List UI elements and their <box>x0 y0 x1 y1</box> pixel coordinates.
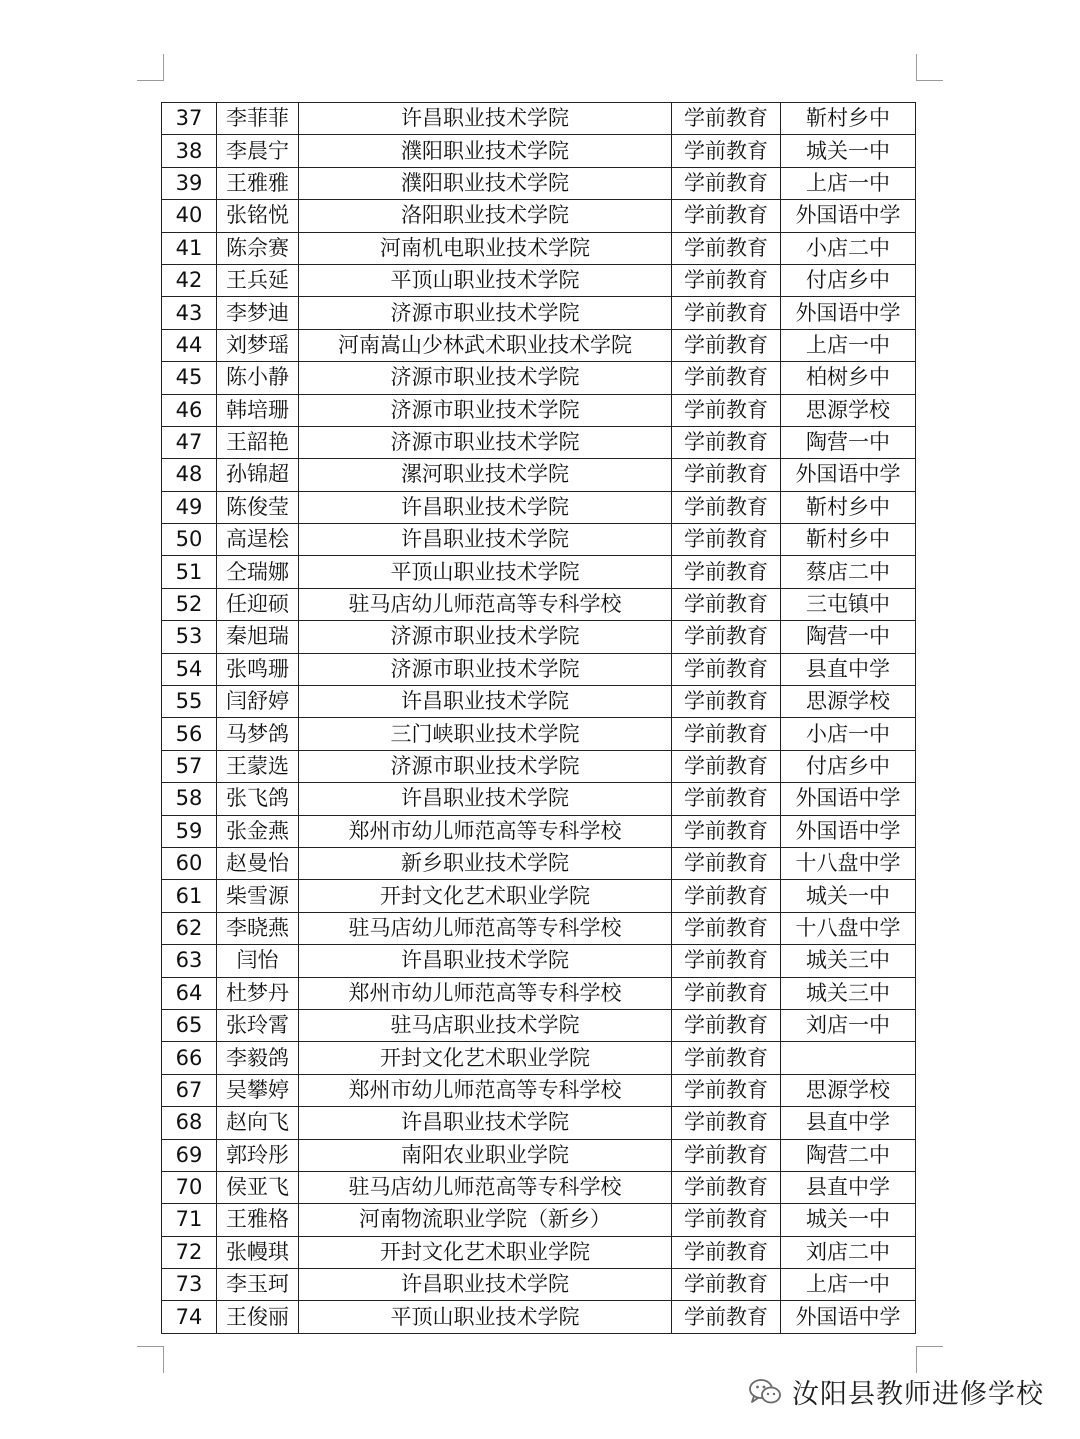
placement-school-cell: 上店一中 <box>781 1269 916 1301</box>
table-row <box>162 491 916 523</box>
placement-school-cell: 外国语中学 <box>781 1301 916 1333</box>
row-number-cell: 61 <box>162 880 217 912</box>
teacher-name-cell: 王蒙选 <box>217 750 299 782</box>
row-number-cell: 71 <box>162 1204 217 1236</box>
graduate-school-cell: 济源市职业技术学院 <box>299 394 672 426</box>
teacher-roster-table <box>161 102 916 1334</box>
placement-school-cell: 蔡店二中 <box>781 556 916 588</box>
graduate-school-cell: 河南嵩山少林武术职业技术学院 <box>299 329 672 361</box>
graduate-school-cell: 洛阳职业技术学院 <box>299 200 672 232</box>
page-corner-mark-bottom-left <box>137 1346 164 1373</box>
teacher-name-cell: 张铭悦 <box>217 200 299 232</box>
row-number-cell: 58 <box>162 783 217 815</box>
graduate-school-cell: 平顶山职业技术学院 <box>299 264 672 296</box>
table-row <box>162 1204 916 1236</box>
major-cell: 学前教育 <box>672 1042 781 1074</box>
placement-school-cell: 思源学校 <box>781 394 916 426</box>
table-row <box>162 783 916 815</box>
major-cell: 学前教育 <box>672 1171 781 1203</box>
graduate-school-cell: 许昌职业技术学院 <box>299 1107 672 1139</box>
major-cell: 学前教育 <box>672 232 781 264</box>
table-row <box>162 556 916 588</box>
graduate-school-cell: 郑州市幼儿师范高等专科学校 <box>299 815 672 847</box>
placement-school-cell: 城关一中 <box>781 880 916 912</box>
major-cell: 学前教育 <box>672 103 781 135</box>
graduate-school-cell: 三门峡职业技术学院 <box>299 718 672 750</box>
placement-school-cell: 城关一中 <box>781 1204 916 1236</box>
row-number-cell: 74 <box>162 1301 217 1333</box>
graduate-school-cell: 济源市职业技术学院 <box>299 426 672 458</box>
row-number-cell: 42 <box>162 264 217 296</box>
placement-school-cell: 县直中学 <box>781 1107 916 1139</box>
major-cell: 学前教育 <box>672 621 781 653</box>
table-row <box>162 426 916 458</box>
teacher-name-cell: 闫怡 <box>217 945 299 977</box>
teacher-name-cell: 张飞鸽 <box>217 783 299 815</box>
teacher-name-cell: 陈俊莹 <box>217 491 299 523</box>
placement-school-cell: 十八盘中学 <box>781 847 916 879</box>
row-number-cell: 50 <box>162 524 217 556</box>
teacher-name-cell: 任迎硕 <box>217 588 299 620</box>
teacher-name-cell: 王韶艳 <box>217 426 299 458</box>
placement-school-cell: 陶营二中 <box>781 1139 916 1171</box>
table-row <box>162 847 916 879</box>
graduate-school-cell: 濮阳职业技术学院 <box>299 135 672 167</box>
teacher-name-cell: 柴雪源 <box>217 880 299 912</box>
major-cell: 学前教育 <box>672 1204 781 1236</box>
teacher-name-cell: 王俊丽 <box>217 1301 299 1333</box>
page-corner-mark-top-left <box>137 54 164 81</box>
page-corner-mark-bottom-right <box>916 1346 943 1373</box>
placement-school-cell: 县直中学 <box>781 653 916 685</box>
placement-school-cell: 付店乡中 <box>781 264 916 296</box>
table-row <box>162 912 916 944</box>
table-row <box>162 394 916 426</box>
watermark-text: 汝阳县教师进修学校 <box>792 1379 1044 1410</box>
table-row <box>162 167 916 199</box>
placement-school-cell: 县直中学 <box>781 1171 916 1203</box>
graduate-school-cell: 许昌职业技术学院 <box>299 491 672 523</box>
graduate-school-cell: 驻马店幼儿师范高等专科学校 <box>299 912 672 944</box>
table-row <box>162 264 916 296</box>
table-row <box>162 977 916 1009</box>
table-row <box>162 103 916 135</box>
graduate-school-cell: 许昌职业技术学院 <box>299 524 672 556</box>
major-cell: 学前教育 <box>672 1269 781 1301</box>
row-number-cell: 44 <box>162 329 217 361</box>
row-number-cell: 73 <box>162 1269 217 1301</box>
major-cell: 学前教育 <box>672 1236 781 1268</box>
table-row <box>162 329 916 361</box>
graduate-school-cell: 许昌职业技术学院 <box>299 103 672 135</box>
teacher-name-cell: 王雅格 <box>217 1204 299 1236</box>
teacher-name-cell: 李梦迪 <box>217 297 299 329</box>
placement-school-cell: 外国语中学 <box>781 200 916 232</box>
row-number-cell: 55 <box>162 686 217 718</box>
row-number-cell: 68 <box>162 1107 217 1139</box>
major-cell: 学前教育 <box>672 945 781 977</box>
row-number-cell: 56 <box>162 718 217 750</box>
graduate-school-cell: 许昌职业技术学院 <box>299 945 672 977</box>
teacher-name-cell: 刘梦瑶 <box>217 329 299 361</box>
row-number-cell: 66 <box>162 1042 217 1074</box>
teacher-name-cell: 高逞桧 <box>217 524 299 556</box>
table-row <box>162 750 916 782</box>
table-row <box>162 200 916 232</box>
placement-school-cell: 付店乡中 <box>781 750 916 782</box>
row-number-cell: 48 <box>162 459 217 491</box>
placement-school-cell: 外国语中学 <box>781 815 916 847</box>
row-number-cell: 57 <box>162 750 217 782</box>
row-number-cell: 40 <box>162 200 217 232</box>
teacher-name-cell: 郭玲彤 <box>217 1139 299 1171</box>
major-cell: 学前教育 <box>672 912 781 944</box>
major-cell: 学前教育 <box>672 1074 781 1106</box>
placement-school-cell <box>781 1042 916 1074</box>
teacher-name-cell: 张玲霄 <box>217 1009 299 1041</box>
placement-school-cell: 陶营一中 <box>781 621 916 653</box>
graduate-school-cell: 郑州市幼儿师范高等专科学校 <box>299 977 672 1009</box>
table-row <box>162 815 916 847</box>
placement-school-cell: 外国语中学 <box>781 297 916 329</box>
placement-school-cell: 上店一中 <box>781 167 916 199</box>
row-number-cell: 69 <box>162 1139 217 1171</box>
wechat-icon <box>748 1377 782 1407</box>
row-number-cell: 62 <box>162 912 217 944</box>
graduate-school-cell: 驻马店幼儿师范高等专科学校 <box>299 1171 672 1203</box>
major-cell: 学前教育 <box>672 750 781 782</box>
table-row <box>162 1236 916 1268</box>
teacher-name-cell: 李晨宁 <box>217 135 299 167</box>
teacher-name-cell: 吴攀婷 <box>217 1074 299 1106</box>
teacher-name-cell: 李毅鸽 <box>217 1042 299 1074</box>
row-number-cell: 64 <box>162 977 217 1009</box>
placement-school-cell: 靳村乡中 <box>781 103 916 135</box>
row-number-cell: 49 <box>162 491 217 523</box>
graduate-school-cell: 济源市职业技术学院 <box>299 297 672 329</box>
table-row <box>162 880 916 912</box>
teacher-name-cell: 陈佘赛 <box>217 232 299 264</box>
placement-school-cell: 思源学校 <box>781 686 916 718</box>
major-cell: 学前教育 <box>672 297 781 329</box>
table-row <box>162 621 916 653</box>
major-cell: 学前教育 <box>672 1139 781 1171</box>
row-number-cell: 41 <box>162 232 217 264</box>
major-cell: 学前教育 <box>672 1009 781 1041</box>
table-row <box>162 653 916 685</box>
row-number-cell: 39 <box>162 167 217 199</box>
row-number-cell: 60 <box>162 847 217 879</box>
row-number-cell: 67 <box>162 1074 217 1106</box>
major-cell: 学前教育 <box>672 362 781 394</box>
table-row <box>162 1107 916 1139</box>
row-number-cell: 52 <box>162 588 217 620</box>
teacher-name-cell: 王雅雅 <box>217 167 299 199</box>
major-cell: 学前教育 <box>672 1107 781 1139</box>
teacher-name-cell: 秦旭瑞 <box>217 621 299 653</box>
major-cell: 学前教育 <box>672 135 781 167</box>
graduate-school-cell: 驻马店职业技术学院 <box>299 1009 672 1041</box>
major-cell: 学前教育 <box>672 880 781 912</box>
graduate-school-cell: 济源市职业技术学院 <box>299 621 672 653</box>
major-cell: 学前教育 <box>672 815 781 847</box>
graduate-school-cell: 驻马店幼儿师范高等专科学校 <box>299 588 672 620</box>
table-row <box>162 686 916 718</box>
row-number-cell: 72 <box>162 1236 217 1268</box>
graduate-school-cell: 许昌职业技术学院 <box>299 783 672 815</box>
placement-school-cell: 刘店二中 <box>781 1236 916 1268</box>
placement-school-cell: 十八盘中学 <box>781 912 916 944</box>
table-row <box>162 524 916 556</box>
graduate-school-cell: 济源市职业技术学院 <box>299 750 672 782</box>
table-row <box>162 718 916 750</box>
teacher-name-cell: 王兵延 <box>217 264 299 296</box>
table-row <box>162 945 916 977</box>
teacher-name-cell: 杜梦丹 <box>217 977 299 1009</box>
graduate-school-cell: 南阳农业职业学院 <box>299 1139 672 1171</box>
row-number-cell: 59 <box>162 815 217 847</box>
graduate-school-cell: 濮阳职业技术学院 <box>299 167 672 199</box>
table-row <box>162 1042 916 1074</box>
graduate-school-cell: 开封文化艺术职业学院 <box>299 1236 672 1268</box>
major-cell: 学前教育 <box>672 394 781 426</box>
table-row <box>162 297 916 329</box>
placement-school-cell: 城关三中 <box>781 977 916 1009</box>
major-cell: 学前教育 <box>672 264 781 296</box>
table-row <box>162 1301 916 1333</box>
placement-school-cell: 城关一中 <box>781 135 916 167</box>
teacher-name-cell: 马梦鸽 <box>217 718 299 750</box>
placement-school-cell: 三屯镇中 <box>781 588 916 620</box>
teacher-name-cell: 张鸣珊 <box>217 653 299 685</box>
row-number-cell: 38 <box>162 135 217 167</box>
graduate-school-cell: 许昌职业技术学院 <box>299 686 672 718</box>
row-number-cell: 63 <box>162 945 217 977</box>
graduate-school-cell: 平顶山职业技术学院 <box>299 556 672 588</box>
placement-school-cell: 陶营一中 <box>781 426 916 458</box>
graduate-school-cell: 河南机电职业技术学院 <box>299 232 672 264</box>
teacher-name-cell: 陈小静 <box>217 362 299 394</box>
account-watermark <box>748 1372 1044 1411</box>
table-row <box>162 1074 916 1106</box>
table-row <box>162 1269 916 1301</box>
major-cell: 学前教育 <box>672 783 781 815</box>
row-number-cell: 54 <box>162 653 217 685</box>
major-cell: 学前教育 <box>672 847 781 879</box>
placement-school-cell: 思源学校 <box>781 1074 916 1106</box>
teacher-name-cell: 赵向飞 <box>217 1107 299 1139</box>
row-number-cell: 70 <box>162 1171 217 1203</box>
major-cell: 学前教育 <box>672 167 781 199</box>
table-row <box>162 1139 916 1171</box>
row-number-cell: 45 <box>162 362 217 394</box>
row-number-cell: 65 <box>162 1009 217 1041</box>
major-cell: 学前教育 <box>672 459 781 491</box>
major-cell: 学前教育 <box>672 718 781 750</box>
teacher-name-cell: 韩培珊 <box>217 394 299 426</box>
teacher-name-cell: 闫舒婷 <box>217 686 299 718</box>
row-number-cell: 43 <box>162 297 217 329</box>
teacher-name-cell: 仝瑞娜 <box>217 556 299 588</box>
row-number-cell: 51 <box>162 556 217 588</box>
major-cell: 学前教育 <box>672 426 781 458</box>
graduate-school-cell: 漯河职业技术学院 <box>299 459 672 491</box>
teacher-name-cell: 李菲菲 <box>217 103 299 135</box>
placement-school-cell: 靳村乡中 <box>781 491 916 523</box>
page-corner-mark-top-right <box>916 54 943 81</box>
placement-school-cell: 小店一中 <box>781 718 916 750</box>
teacher-name-cell: 张金燕 <box>217 815 299 847</box>
graduate-school-cell: 开封文化艺术职业学院 <box>299 880 672 912</box>
major-cell: 学前教育 <box>672 653 781 685</box>
table-row <box>162 232 916 264</box>
placement-school-cell: 上店一中 <box>781 329 916 361</box>
placement-school-cell: 刘店一中 <box>781 1009 916 1041</box>
teacher-name-cell: 孙锦超 <box>217 459 299 491</box>
table-row <box>162 459 916 491</box>
table-row <box>162 1009 916 1041</box>
teacher-name-cell: 张幔琪 <box>217 1236 299 1268</box>
major-cell: 学前教育 <box>672 686 781 718</box>
table-row <box>162 135 916 167</box>
graduate-school-cell: 济源市职业技术学院 <box>299 362 672 394</box>
placement-school-cell: 小店二中 <box>781 232 916 264</box>
major-cell: 学前教育 <box>672 491 781 523</box>
graduate-school-cell: 郑州市幼儿师范高等专科学校 <box>299 1074 672 1106</box>
graduate-school-cell: 开封文化艺术职业学院 <box>299 1042 672 1074</box>
placement-school-cell: 外国语中学 <box>781 459 916 491</box>
row-number-cell: 53 <box>162 621 217 653</box>
placement-school-cell: 城关三中 <box>781 945 916 977</box>
teacher-name-cell: 李晓燕 <box>217 912 299 944</box>
row-number-cell: 47 <box>162 426 217 458</box>
major-cell: 学前教育 <box>672 556 781 588</box>
graduate-school-cell: 河南物流职业学院（新乡） <box>299 1204 672 1236</box>
table-row <box>162 362 916 394</box>
major-cell: 学前教育 <box>672 977 781 1009</box>
row-number-cell: 46 <box>162 394 217 426</box>
placement-school-cell: 靳村乡中 <box>781 524 916 556</box>
major-cell: 学前教育 <box>672 329 781 361</box>
major-cell: 学前教育 <box>672 524 781 556</box>
major-cell: 学前教育 <box>672 588 781 620</box>
teacher-name-cell: 李玉珂 <box>217 1269 299 1301</box>
graduate-school-cell: 平顶山职业技术学院 <box>299 1301 672 1333</box>
placement-school-cell: 柏树乡中 <box>781 362 916 394</box>
placement-school-cell: 外国语中学 <box>781 783 916 815</box>
table-row <box>162 1171 916 1203</box>
row-number-cell: 37 <box>162 103 217 135</box>
major-cell: 学前教育 <box>672 200 781 232</box>
table-row <box>162 588 916 620</box>
graduate-school-cell: 新乡职业技术学院 <box>299 847 672 879</box>
major-cell: 学前教育 <box>672 1301 781 1333</box>
teacher-name-cell: 侯亚飞 <box>217 1171 299 1203</box>
roster-table-body <box>162 103 916 1334</box>
graduate-school-cell: 济源市职业技术学院 <box>299 653 672 685</box>
graduate-school-cell: 许昌职业技术学院 <box>299 1269 672 1301</box>
teacher-name-cell: 赵曼怡 <box>217 847 299 879</box>
